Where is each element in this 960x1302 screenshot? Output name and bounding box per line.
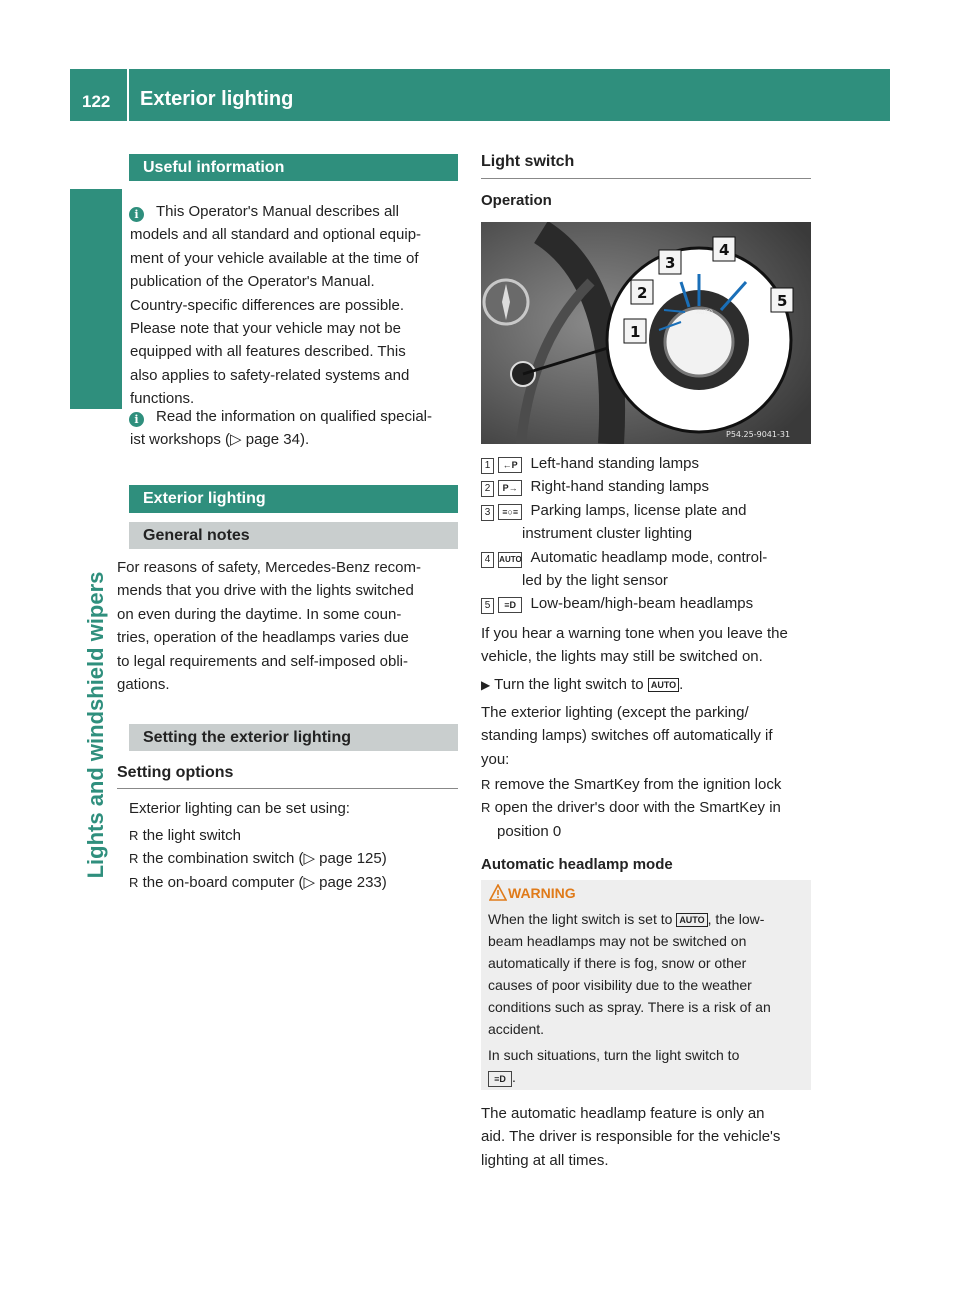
setting-list (129, 824, 459, 894)
info-icon: i (129, 410, 144, 428)
auto-symbol: AUTO (676, 913, 707, 927)
chapter-tab (70, 189, 122, 409)
lowbeam-icon: ≡D (488, 1071, 512, 1087)
setting-options-heading: Setting options (117, 764, 234, 781)
list-item: 4 AUTO Automatic headlamp mode, control- led by the light sensor (481, 546, 816, 593)
useful-info-heading: Useful information (129, 154, 458, 181)
warning-text: When the light switch is set to AUTO , the low- beam headlamps may not be switched on automatically if there is fog, snow or other causes of poor visibility due to the weather conditions such as spray. There is a risk of an accident. In such situations, turn the light switch to ≡D . (488, 911, 771, 1085)
auto-mode-heading: Automatic headlamp mode (481, 856, 673, 873)
list-item: 3 ≡○≡ Parking lamps, license plate and instrument cluster lighting (481, 499, 816, 546)
image-label-1: 1 (630, 323, 641, 341)
header-divider (127, 69, 129, 121)
chapter-label: Lights and windshield wipers (83, 571, 108, 879)
switch-legend (481, 452, 816, 616)
list-item: R remove the SmartKey from the ignition lock (481, 776, 782, 793)
useful-info-para2: Read the information on qualified special- ist workshops (▷ page 34). (130, 408, 432, 449)
light-switch-heading: Light switch (481, 153, 575, 170)
page-number: 122 (82, 92, 111, 111)
list-item: R the combination switch (▷ page 125) (129, 850, 387, 868)
image-label-5: 5 (777, 292, 788, 310)
turn-instruction: ▶ Turn the light switch to AUTO . (481, 676, 684, 693)
warning-triangle-icon (489, 884, 507, 906)
auto-off-text: The exterior lighting (except the parking/ standing lamps) switches off automatically if you: (481, 704, 773, 768)
image-label-4: 4 (719, 241, 730, 259)
section-rule (481, 178, 811, 179)
general-notes-heading: General notes (129, 522, 458, 549)
closing-text: The automatic headlamp feature is only an aid. The driver is responsible for the vehicle's lighting at all times. (481, 1105, 781, 1169)
useful-info-para1: This Operator's Manual describes all models and all standard and optional equip- ment of your vehicle available at the time of publication of the Operator's Manual. Country-specific differences are possible. Please note that your vehicle may not be equipped with all features described. This also applies to safety-related systems and functions. (130, 203, 422, 408)
list-item: R open the driver's door with the SmartKey in position 0 (481, 799, 781, 840)
warning-title: WARNING (508, 885, 576, 901)
warning-tone-text: If you hear a warning tone when you leave the vehicle, the lights may still be switched on. (481, 625, 788, 666)
image-code: P54.25-9041-31 (726, 430, 791, 439)
list-item: R the on-board computer (▷ page 233) (129, 873, 387, 891)
exterior-lighting-heading: Exterior lighting (129, 485, 458, 513)
auto-symbol: AUTO (648, 678, 679, 692)
operation-heading: Operation (481, 192, 552, 209)
info-icon: i (129, 205, 144, 223)
list-item: R the light switch (129, 827, 241, 844)
image-label-3: 3 (665, 254, 676, 272)
setting-intro: Exterior lighting can be set using: (129, 800, 350, 817)
svg-text:AUTO: AUTO (696, 309, 713, 316)
page-title: Exterior lighting (140, 88, 294, 110)
section-rule (117, 788, 458, 789)
auto-off-list (481, 773, 816, 843)
setting-lighting-heading: Setting the exterior lighting (129, 724, 458, 751)
list-item: 5 ≡D Low-beam/high-beam headlamps (481, 592, 816, 615)
image-label-2: 2 (637, 284, 648, 302)
list-item: 1 ←P Left-hand standing lamps (481, 452, 816, 475)
list-item: 2 P→ Right-hand standing lamps (481, 475, 816, 498)
light-switch-illustration (481, 222, 811, 444)
general-notes-text: For reasons of safety, Mercedes-Benz recom- mends that you drive with the lights switched on even during the daytime. In some coun- tries, operation of the headlamps varies due to legal requirements and self-imposed obli- gations. (117, 559, 421, 694)
